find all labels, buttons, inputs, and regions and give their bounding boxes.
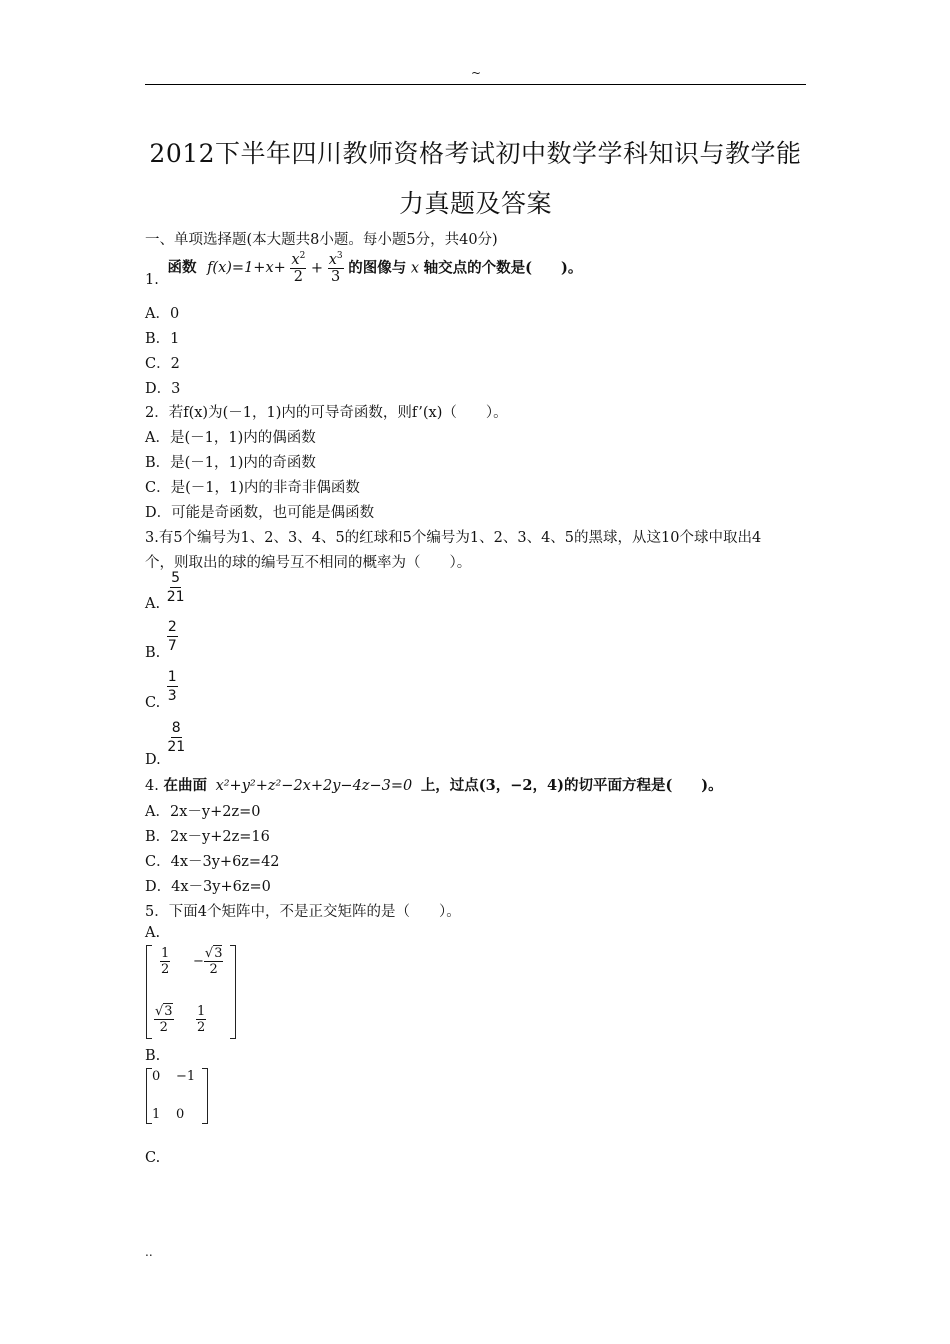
q4-prefix: 在曲面 (163, 777, 207, 794)
q5-label-c: C. (145, 1150, 161, 1166)
q4-option-b: B．2x－y+2z=16 (145, 829, 270, 845)
q1-option-a: A．0 (145, 306, 180, 322)
matrix-b-r1c1: 0 (152, 1069, 161, 1084)
q1-prefix: 函数 (167, 259, 197, 277)
q2-option-b: B．是(－1，1)内的奇函数 (145, 455, 316, 471)
footer-mark: .. (145, 1245, 153, 1259)
matrix-b-r1c2: −1 (176, 1069, 196, 1084)
q5-matrix-a (146, 945, 236, 1039)
q1-x-var: x (410, 260, 420, 277)
question-2: 2．若f(x)为(－1，1)内的可导奇函数，则f’(x)（ ）。 (145, 405, 508, 421)
matrix-a-r1c2: − $\frac{√3}{2}$ (193, 946, 223, 977)
q1-option-d: D．3 (145, 381, 181, 397)
section-heading: 一、单项选择题(本大题共8小题。每小题5分，共40分) (145, 232, 498, 248)
q1-suffix: 的图像与 (348, 259, 407, 277)
matrix-a-r1c1: $\frac{1}{2}$ (161, 946, 170, 977)
question-3-line-1: 3.有5个编号为1、2、3、4、5的红球和5个编号为1、2、3、4、5的黑球，从这10个球中取出4 (145, 530, 762, 546)
q1-plus: + (310, 260, 324, 277)
q4-equation: x²+y²+z²−2x+2y−4z−3=0 (215, 778, 413, 794)
q2-option-d: D．可能是奇函数，也可能是偶函数 (145, 505, 375, 521)
q5-label-b: B. (145, 1048, 161, 1064)
matrix-b-r2c2: 0 (176, 1107, 185, 1122)
q1-fraction-1: $\frac{x^2}{2}$ (291, 251, 306, 286)
q1-function: f(x)=1+x+ (207, 260, 286, 277)
matrix-a-r2c2: $\frac{1}{2}$ (197, 1004, 206, 1035)
page-title-line-2: 力真题及答案 (398, 189, 552, 218)
q1-option-b: B．1 (145, 331, 180, 347)
q3-option-d: D. $\frac{8}{21}$ (145, 720, 186, 768)
q1-tail: 轴交点的个数是( )。 (423, 259, 583, 277)
q4-option-d: D．4x－3y+6z=0 (145, 879, 271, 895)
q4-option-c: C．4x－3y+6z=42 (145, 854, 280, 870)
matrix-a-r2c1: $\frac{√3}{2}$ (155, 1004, 173, 1035)
page-title-line-1: 2012下半年四川教师资格考试初中数学学科知识与教学能 (149, 139, 802, 168)
header-mark: ~ (471, 66, 482, 80)
q1-number: 1. (145, 272, 159, 289)
matrix-b-r2c1: 1 (152, 1107, 161, 1122)
q5-label-a: A. (145, 925, 161, 941)
q4-suffix: 上，过点(3，−2，4)的切平面方程是( )。 (420, 777, 723, 794)
q5-matrix-b (146, 1068, 208, 1124)
q1-fraction-2: $\frac{x^3}{3}$ (328, 251, 343, 286)
q4-option-a: A．2x－y+2z=0 (145, 804, 261, 820)
q1-option-c: C．2 (145, 356, 180, 372)
q2-option-c: C．是(－1，1)内的非奇非偶函数 (145, 480, 360, 496)
question-1 (145, 251, 583, 289)
q3-option-c: C. $\frac{1}{3}$ (145, 669, 177, 711)
header-rule (145, 84, 806, 85)
q3-option-a: A. $\frac{5}{21}$ (145, 570, 185, 612)
question-3-line-2: 个，则取出的球的编号互不相同的概率为（ ）。 (145, 555, 472, 571)
question-5: 5．下面4个矩阵中，不是正交矩阵的是（ ）。 (145, 904, 461, 920)
q2-option-a: A．是(－1，1)内的偶函数 (145, 430, 316, 446)
q4-number: 4. (145, 778, 159, 794)
q3-option-b: B. $\frac{2}{7}$ (145, 619, 177, 661)
question-4 (145, 774, 723, 795)
